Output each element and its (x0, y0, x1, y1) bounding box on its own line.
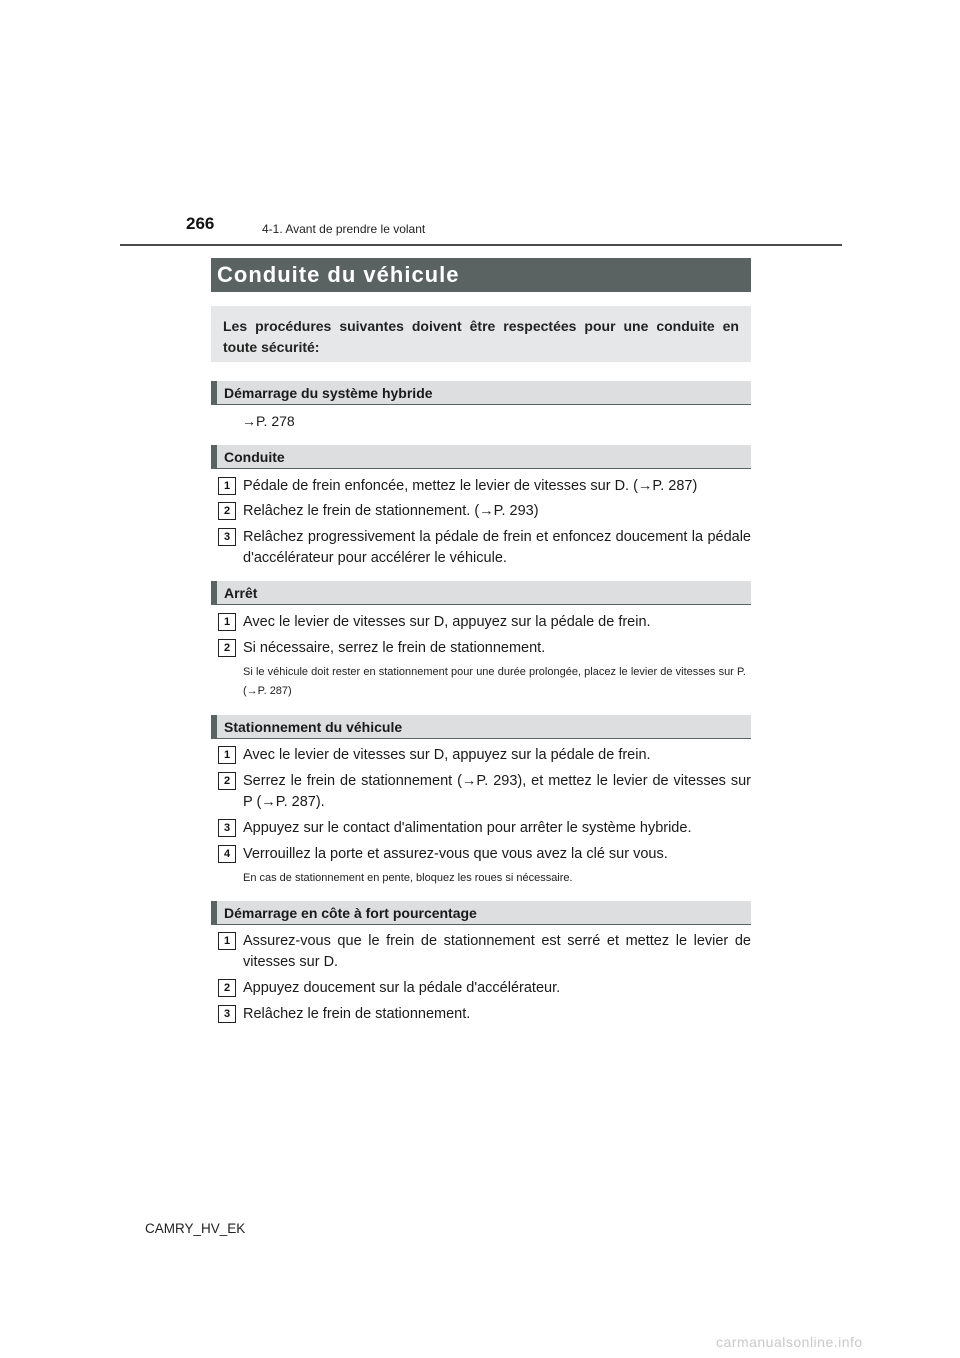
step-text: Relâchez progressivement la pédale de frein et enfoncez doucement la pédale d'accélérateur pour accélérer le véhicule. (243, 529, 751, 566)
section-heading-parking: Stationnement du véhicule (211, 715, 751, 739)
step-text: Relâchez le frein de stationnement. (→P. 293) (243, 503, 539, 519)
section-heading-hill-start: Démarrage en côte à fort pourcentage (211, 901, 751, 925)
step-text: Pédale de frein enfoncée, mettez le levier de vitesses sur D. (→P. 287) (243, 478, 698, 494)
step-number: 1 (218, 746, 236, 764)
step-number: 2 (218, 502, 236, 520)
step-number: 4 (218, 845, 236, 863)
step-text: Appuyez sur le contact d'alimentation pour arrêter le système hybride. (243, 820, 692, 836)
step-text: Avec le levier de vitesses sur D, appuyez sur la pédale de frein. (243, 614, 651, 630)
list-item (218, 931, 751, 975)
section-heading-driving: Conduite (211, 445, 751, 469)
note-text: En cas de stationnement en pente, bloquez les roues si nécessaire. (243, 872, 573, 884)
step-text: Avec le levier de vitesses sur D, appuyez sur la pédale de frein. (243, 747, 651, 763)
step-text: Si nécessaire, serrez le frein de stationnement. (243, 640, 546, 656)
step-number: 2 (218, 772, 236, 790)
step-text: Serrez le frein de stationnement (→P. 293), et mettez le levier de vitesses sur P (→P. 287). (243, 773, 751, 810)
list-item (218, 1004, 751, 1048)
chapter-title: 4-1. Avant de prendre le volant (262, 222, 426, 236)
header-divider (120, 244, 842, 246)
step-number: 3 (218, 1005, 236, 1023)
step-text: Assurez-vous que le frein de stationnement est serré et mettez le levier de vitesses sur D. (243, 933, 751, 970)
step-number: 1 (218, 477, 236, 495)
note-text: Si le véhicule doit rester en stationnement pour une durée prolongée, placez le levier de vitesses sur P. (→P. 287) (243, 666, 746, 697)
list-item (218, 771, 751, 815)
step-number: 3 (218, 528, 236, 546)
step-number: 3 (218, 819, 236, 837)
section-heading-start-hybrid: Démarrage du système hybride (211, 381, 751, 405)
page-reference: →P. 278 (242, 413, 295, 429)
document-code: CAMRY_HV_EK (145, 1221, 246, 1236)
step-number: 2 (218, 639, 236, 657)
intro-box: Les procédures suivantes doivent être respectées pour une conduite en toute sécurité: (211, 306, 751, 362)
step-text: Verrouillez la porte et assurez-vous que vous avez la clé sur vous. (243, 846, 668, 862)
step-number: 1 (218, 932, 236, 950)
list-item (218, 527, 751, 571)
section-heading-stopping: Arrêt (211, 581, 751, 605)
step-number: 2 (218, 979, 236, 997)
watermark: carmanualsonline.info (716, 1334, 863, 1350)
step-number: 1 (218, 613, 236, 631)
page-number: 266 (186, 214, 215, 233)
step-text: Relâchez le frein de stationnement. (243, 1006, 471, 1022)
section-title-bar (211, 258, 751, 292)
step-text: Appuyez doucement sur la pédale d'accélérateur. (243, 980, 561, 996)
page-title: Conduite du véhicule (217, 262, 460, 287)
